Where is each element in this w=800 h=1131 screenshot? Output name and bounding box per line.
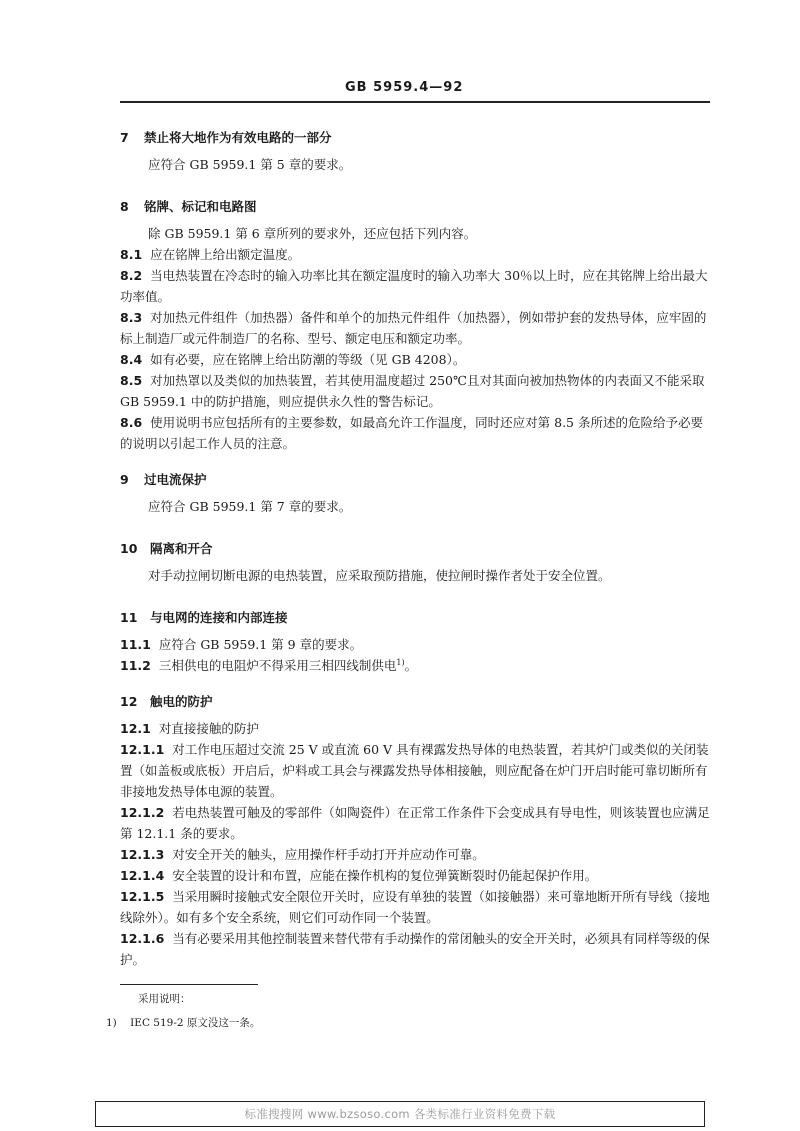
clause-number: 8.5: [120, 373, 143, 388]
clause-text: 对加热元件组件（加热器）备件和单个的加热元件组件（加热器），例如带护套的发热导体，应牢固的标上制造厂或元件制造厂的名称、型号、额定电压和额定功率。: [120, 310, 707, 346]
section-number: 12: [120, 694, 138, 709]
section-title: 铭牌、标记和电路图: [144, 199, 257, 214]
clause-text: 使用说明书应包括所有的主要参数，如最高允许工作温度，同时还应对第 8.5 条所述的危险给予必要的说明以引起工作人员的注意。: [120, 415, 703, 451]
section-title: 触电的防护: [150, 694, 213, 709]
clause-8-3: [120, 307, 712, 349]
clause-number: 8.6: [120, 415, 143, 430]
standard-code-header: GB 5959.4—92: [345, 80, 464, 95]
clause-text: 如有必要，应在铭牌上给出防潮的等级（见 GB 4208）。: [150, 352, 466, 367]
section-9-heading: [120, 470, 712, 488]
clause-text: 若电热装置可触及的零部件（如陶瓷件）在正常工作条件下会变成具有导电性，则该装置也应满足第 12.1.1 条的要求。: [120, 805, 710, 841]
footnote-title: 采用说明：: [138, 993, 191, 1005]
section-number: 11: [120, 610, 138, 625]
section-number: 9: [120, 472, 129, 487]
section-11-heading: [120, 608, 712, 626]
clause-12-1-1: [120, 739, 712, 802]
clause-8-2: [120, 265, 712, 307]
clause-number: 8.2: [120, 268, 143, 283]
footnote-text: IEC 519-2 原文没这一条。: [130, 1017, 261, 1029]
clause-number: 8.4: [120, 352, 143, 367]
clause-8-4: [120, 349, 712, 370]
clause-number: 12.1: [120, 721, 151, 736]
clause-number: 12.1.3: [120, 847, 165, 862]
section-10-text: 对手动拉闸切断电源的电热装置，应采取预防措施，使拉闸时操作者处于安全位置。: [148, 568, 611, 583]
footnote-divider: [120, 984, 258, 985]
clause-text: 对直接接触的防护: [158, 721, 259, 736]
section-9-text: 应符合 GB 5959.1 第 7 章的要求。: [148, 499, 352, 514]
clause-8-1: [120, 244, 712, 265]
section-12-heading: [120, 692, 712, 710]
section-8-heading: [120, 197, 712, 215]
clause-text: 安全装置的设计和布置，应能在操作机构的复位弹簧断裂时仍能起保护作用。: [172, 868, 598, 883]
section-number: 10: [120, 541, 138, 556]
clause-text: 应在铭牌上给出额定温度。: [150, 247, 301, 262]
section-7-text: 应符合 GB 5959.1 第 5 章的要求。: [148, 157, 352, 172]
clause-text: 对工作电压超过交流 25 V 或直流 60 V 具有裸露发热导体的电热装置，若其炉门或类似的关闭装置（如盖板或底板）开启后，炉料或工具会与裸露发热导体相接触，则应配备在炉门开启时能可靠切断所有非接地发热导体电源的装置。: [120, 742, 709, 799]
clause-12-1-6: [120, 928, 712, 970]
clause-12-1: [120, 718, 712, 739]
clause-text: 当有必要采用其他控制装置来替代带有手动操作的常闭触头的安全开关时，必须具有同样等级的保护。: [120, 931, 710, 967]
clause-12-1-5: [120, 886, 712, 928]
clause-text: 应符合 GB 5959.1 第 9 章的要求。: [158, 637, 363, 652]
section-8-intro: 除 GB 5959.1 第 6 章所列的要求外，还应包括下列内容。: [148, 226, 477, 241]
section-10-heading: [120, 539, 712, 557]
clause-number: 12.1.2: [120, 805, 165, 820]
section-7-heading: [120, 128, 712, 146]
section-title: 过电流保护: [144, 472, 207, 487]
clause-11-1: [120, 634, 712, 655]
clause-number: 8.1: [120, 247, 143, 262]
clause-number: 8.3: [120, 310, 143, 325]
clause-12-1-3: [120, 844, 712, 865]
header-divider: [120, 101, 710, 103]
clause-text: 对加热罩以及类似的加热装置，若其使用温度超过 250℃且对其面向被加热物体的内表面又不能采取 GB 5959.1 中的防护措施，则应提供永久性的警告标记。: [120, 373, 705, 409]
section-title: 隔离和开合: [150, 541, 213, 556]
banner-link[interactable]: 标准搜搜网 www.bzsoso.com 各类标准行业资料免费下载: [244, 1107, 556, 1121]
section-title: 禁止将大地作为有效电路的一部分: [144, 130, 332, 145]
clause-text: 当采用瞬时接触式安全限位开关时，应设有单独的装置（如接触器）来可靠地断开所有导线（接地线除外）。如有多个安全系统，则它们可动作同一个装置。: [120, 889, 710, 925]
clause-number: 11.1: [120, 637, 151, 652]
clause-11-2: 11.2 三相供电的电阻炉不得采用三相四线制供电$^{1)}$。: [120, 657, 418, 673]
clause-text: 当电热装置在冷态时的输入功率比其在额定温度时的输入功率大 30％以上时，应在其铭牌上给出最大功率值。: [120, 268, 708, 304]
clause-number: 12.1.5: [120, 889, 165, 904]
section-number: 8: [120, 199, 129, 214]
document-body: [106, 118, 712, 1033]
clause-number: 12.1.1: [120, 742, 165, 757]
clause-8-6: [120, 412, 712, 454]
clause-number: 11.2: [120, 658, 151, 673]
clause-12-1-4: [120, 865, 712, 886]
footnote-item: [106, 1013, 712, 1033]
clause-12-1-2: [120, 802, 712, 844]
clause-text: 三相供电的电阻炉不得采用三相四线制供电: [158, 658, 397, 673]
clause-8-5: [120, 370, 712, 412]
clause-number: 12.1.4: [120, 868, 165, 883]
footnote-marker: 1): [396, 657, 405, 667]
footnote-number: 1): [106, 1017, 117, 1029]
download-banner[interactable]: [95, 1101, 705, 1127]
clause-text: 对安全开关的触头，应用操作杆手动打开并应动作可靠。: [172, 847, 485, 862]
section-number: 7: [120, 130, 129, 145]
clause-number: 12.1.6: [120, 931, 165, 946]
section-title: 与电网的连接和内部连接: [150, 610, 288, 625]
